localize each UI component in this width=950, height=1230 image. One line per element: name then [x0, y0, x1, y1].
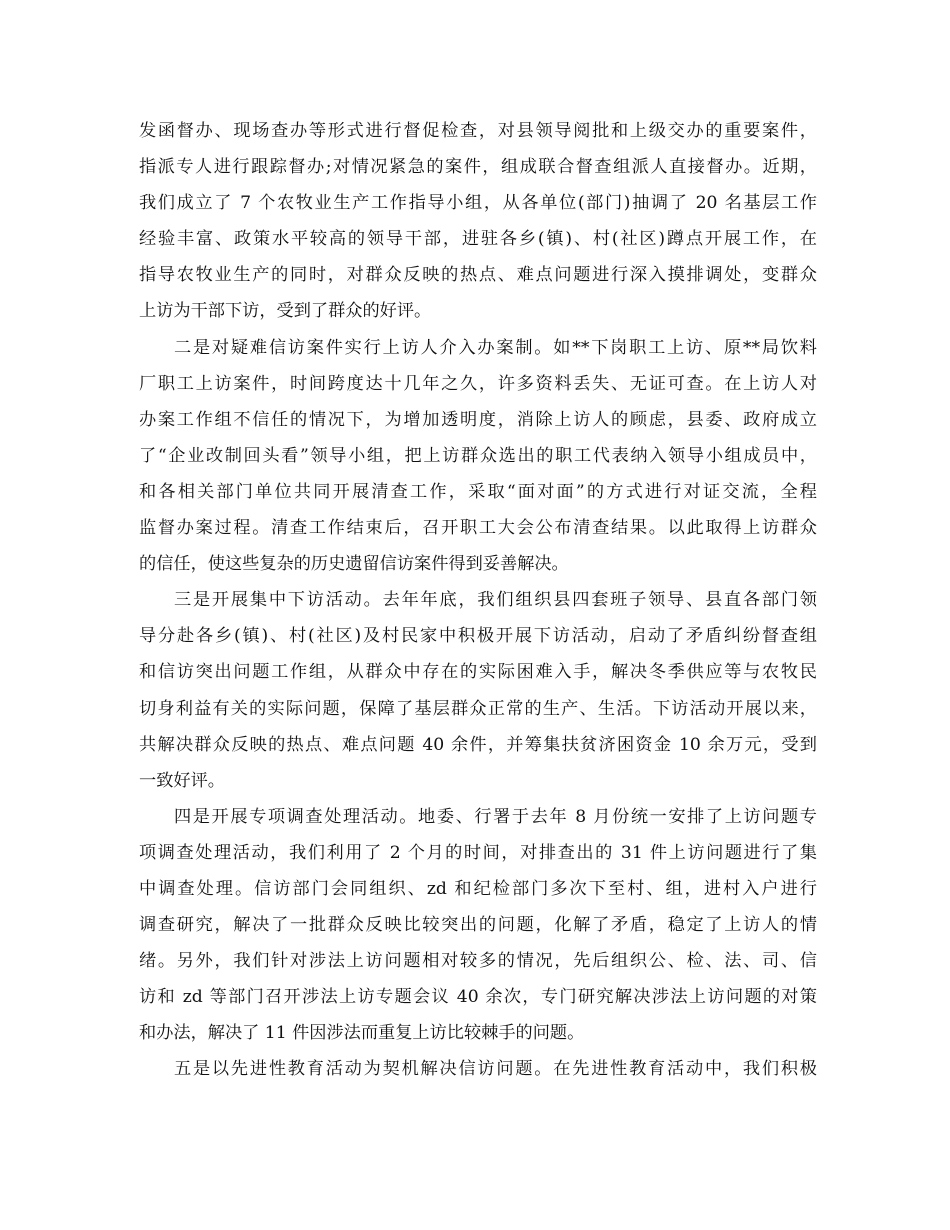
text-line: 共解决群众反映的热点、难点问题 40 余件，并筹集扶贫济困资金 10 余万元，受到	[139, 734, 817, 755]
text-line: 中调查处理。信访部门会同组织、zd 和纪检部门多次下至村、组，进村入户进行	[139, 878, 817, 899]
text-line: 访和 zd 等部门召开涉法上访专题会议 40 余次，专门研究解决涉法上访问题的对策	[139, 987, 817, 1008]
text-line: 导分赴各乡(镇)、村(社区)及村民家中积极开展下访活动，启动了矛盾纠纷督查组	[139, 626, 817, 647]
paragraph-first-line: 三是开展集中下访活动。去年年底，我们组织县四套班子领导、县直各部门领	[174, 590, 817, 611]
text-line: 办案工作组不信任的情况下，为增加透明度，消除上访人的顾虑，县委、政府成立	[139, 409, 817, 430]
text-line: 指导农牧业生产的同时，对群众反映的热点、难点问题进行深入摸排调处，变群众	[139, 265, 817, 286]
text-line: 我们成立了 7 个农牧业生产工作指导小组，从各单位(部门)抽调了 20 名基层工作	[139, 193, 817, 214]
text-line: 经验丰富、政策水平较高的领导干部，进驻各乡(镇)、村(社区)蹲点开展工作，在	[139, 229, 817, 250]
text-line: 指派专人进行跟踪督办;对情况紧急的案件，组成联合督查组派人直接督办。近期，	[139, 157, 817, 178]
text-line: 和办法，解决了 11 件因涉法而重复上访比较棘手的问题。	[139, 1023, 585, 1044]
text-line: 调查研究，解决了一批群众反映比较突出的问题，化解了矛盾，稳定了上访人的情	[139, 915, 817, 936]
text-line: 了“企业改制回头看”领导小组，把上访群众选出的职工代表纳入领导小组成员中，	[139, 445, 817, 466]
text-line: 发函督办、现场查办等形式进行督促检查，对县领导阅批和上级交办的重要案件，	[139, 121, 817, 141]
document-body	[139, 113, 817, 1088]
text-line: 和各相关部门单位共同开展清查工作，采取“面对面”的方式进行对证交流，全程	[139, 481, 817, 502]
text-line: 绪。另外，我们针对涉法上访问题相对较多的情况，先后组织公、检、法、司、信	[139, 951, 817, 972]
text-line: 上访为干部下访，受到了群众的好评。	[139, 301, 432, 322]
text-line: 监督办案过程。清查工作结束后，召开职工大会公布清查结果。以此取得上访群众	[139, 518, 817, 539]
text-line: 和信访突出问题工作组，从群众中存在的实际困难入手，解决冬季供应等与农牧民	[139, 662, 817, 683]
text-line: 的信任，使这些复杂的历史遗留信访案件得到妥善解决。	[139, 554, 569, 575]
paragraph-first-line: 二是对疑难信访案件实行上访人介入办案制。如**下岗职工上访、原**局饮料	[174, 337, 817, 358]
text-line: 项调查处理活动，我们利用了 2 个月的时间，对排查出的 31 件上访问题进行了集	[139, 842, 817, 863]
text-line: 厂职工上访案件，时间跨度达十几年之久，许多资料丢失、无证可查。在上访人对	[139, 373, 817, 394]
text-line: 一致好评。	[139, 770, 225, 791]
text-line: 切身利益有关的实际问题，保障了基层群众正常的生产、生活。下访活动开展以来，	[139, 698, 817, 719]
paragraph-first-line: 四是开展专项调查处理活动。地委、行署于去年 8 月份统一安排了上访问题专	[174, 806, 817, 827]
paragraph-first-line: 五是以先进性教育活动为契机解决信访问题。在先进性教育活动中，我们积极	[174, 1059, 817, 1080]
